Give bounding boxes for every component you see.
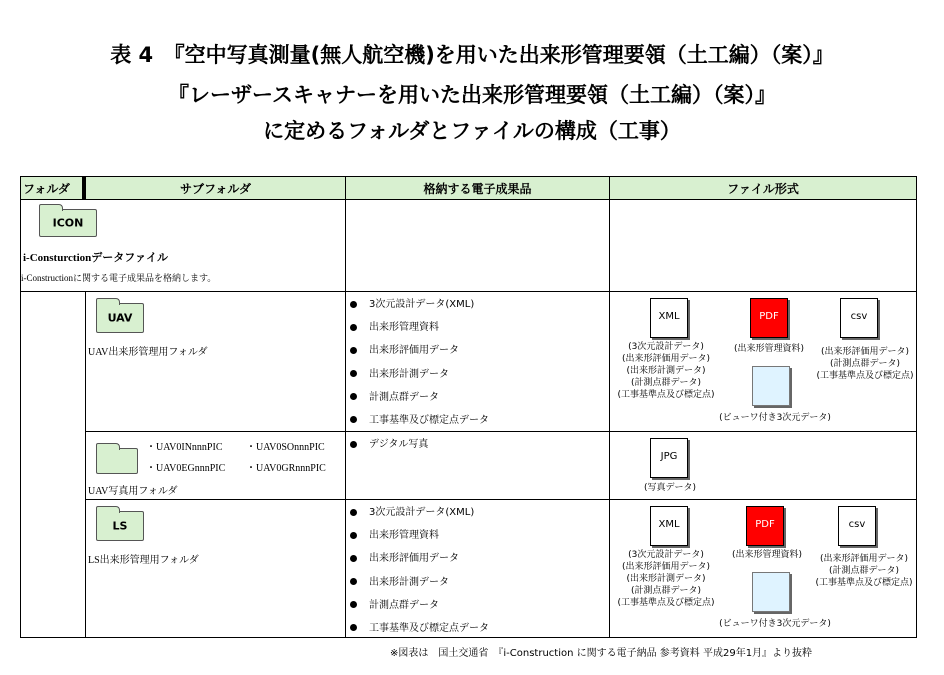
uav-format-cell: [610, 292, 917, 432]
uav-products-cell: [346, 292, 610, 432]
header-subfolder: サブフォルダ: [86, 177, 346, 200]
list-item: 出来形計測データ: [350, 576, 489, 599]
photo-subfolder-3: ・UAV0EGnnnPIC: [146, 463, 226, 474]
list-item: 出来形評価用データ: [350, 552, 489, 575]
photo-products-cell: [346, 432, 610, 500]
list-item: 出来形評価用データ: [350, 344, 489, 367]
csv-caption: (出来形評価用データ) (計測点群データ) (工事基準点及び標定点): [815, 554, 913, 588]
list-item: 工事基準及び標定点データ: [350, 414, 489, 437]
uav-row: [21, 292, 917, 432]
pdf-caption: (出来形管理資料): [733, 344, 805, 354]
list-item: 3次元設計データ(XML): [350, 298, 489, 321]
list-item: 出来形管理資料: [350, 321, 489, 344]
photo-subfolder-1: ・UAV0INnnnPIC: [146, 442, 223, 453]
icon-row: [21, 200, 917, 292]
ls-subfolder-cell: [86, 500, 346, 638]
jpg-caption: (写真データ): [643, 483, 697, 493]
xml-caption: (3次元設計データ) (出来形評価用データ) (出来形計測データ) (計測点群データ) (工事基準点及び標定点): [617, 550, 715, 608]
title-line-2: 『レーザースキャナーを用いた出来形管理要領（土工編）（案）』: [168, 83, 776, 107]
icon-format-cell: [610, 200, 917, 292]
title-line-3: に定めるフォルダとファイルの構成（工事）: [263, 119, 681, 143]
photo-folder-desc: UAV写真用フォルダ: [88, 486, 178, 497]
uav-subfolder-cell: [86, 292, 346, 432]
list-item: 出来形管理資料: [350, 529, 489, 552]
source-footnote: ※図表は 国土交通省 『i-Construction に関する電子納品 参考資料 平成29年1月』より抜粋: [390, 648, 813, 659]
pdf-caption: (出来形管理資料): [731, 550, 803, 560]
ls-format-cell: [610, 500, 917, 638]
list-item: デジタル写真: [350, 438, 428, 461]
photo-subfolder-2: ・UAV0SOnnnPIC: [246, 442, 325, 453]
header-products: 格納する電子成果品: [346, 177, 610, 200]
viewer-caption: (ビューワ付き3次元データ): [719, 413, 831, 423]
list-item: 計測点群データ: [350, 391, 489, 414]
folder-structure-table: [20, 176, 917, 638]
header-format: ファイル形式: [610, 177, 917, 200]
ls-folder-icon: LS: [96, 511, 144, 541]
uav-folder-icon: UAV: [96, 303, 144, 333]
csv-caption: (出来形評価用データ) (計測点群データ) (工事基準点及び標定点): [816, 347, 914, 381]
csv-file-icon: csv: [838, 506, 876, 546]
photo-format-cell: [610, 432, 917, 500]
csv-file-icon: csv: [840, 298, 878, 338]
xml-file-icon: XML: [650, 298, 688, 338]
header-folder: フォルダ: [21, 177, 86, 200]
xml-caption: (3次元設計データ) (出来形評価用データ) (出来形計測データ) (計測点群データ) (工事基準点及び標定点): [617, 342, 715, 400]
ls-row: [21, 500, 917, 638]
viewer-caption: (ビューワ付き3次元データ): [719, 619, 831, 629]
list-item: 工事基準及び標定点データ: [350, 622, 489, 645]
jpg-file-icon: JPG: [650, 438, 688, 478]
viewer-file-icon: [752, 366, 790, 406]
icon-folder-icon: ICON: [39, 209, 97, 237]
icon-folder-desc: i-Constructionに関する電子成果品を格納します。: [21, 273, 217, 284]
photo-folder-icon: [96, 448, 138, 474]
folder-column-spacer: [21, 292, 86, 638]
xml-file-icon: XML: [650, 506, 688, 546]
viewer-file-icon: [752, 572, 790, 612]
icon-products-cell: [346, 200, 610, 292]
uav-folder-desc: UAV出来形管理用フォルダ: [88, 347, 208, 358]
list-item: 出来形計測データ: [350, 368, 489, 391]
icon-folder-name: i-Consturctionデータファイル: [23, 251, 169, 264]
photo-subfolder-4: ・UAV0GRnnnPIC: [246, 463, 326, 474]
header-row: [21, 177, 917, 200]
pdf-file-icon: PDF: [750, 298, 788, 338]
pdf-file-icon: PDF: [746, 506, 784, 546]
list-item: 計測点群データ: [350, 599, 489, 622]
icon-folder-cell: [21, 200, 346, 292]
list-item: 3次元設計データ(XML): [350, 506, 489, 529]
ls-products-cell: [346, 500, 610, 638]
photo-row: [21, 432, 917, 500]
photo-subfolder-cell: [86, 432, 346, 500]
ls-folder-desc: LS出来形管理用フォルダ: [88, 555, 199, 566]
title-line-1: 表 4 『空中写真測量(無人航空機)を用いた出来形管理要領（土工編）（案）』: [110, 43, 834, 67]
